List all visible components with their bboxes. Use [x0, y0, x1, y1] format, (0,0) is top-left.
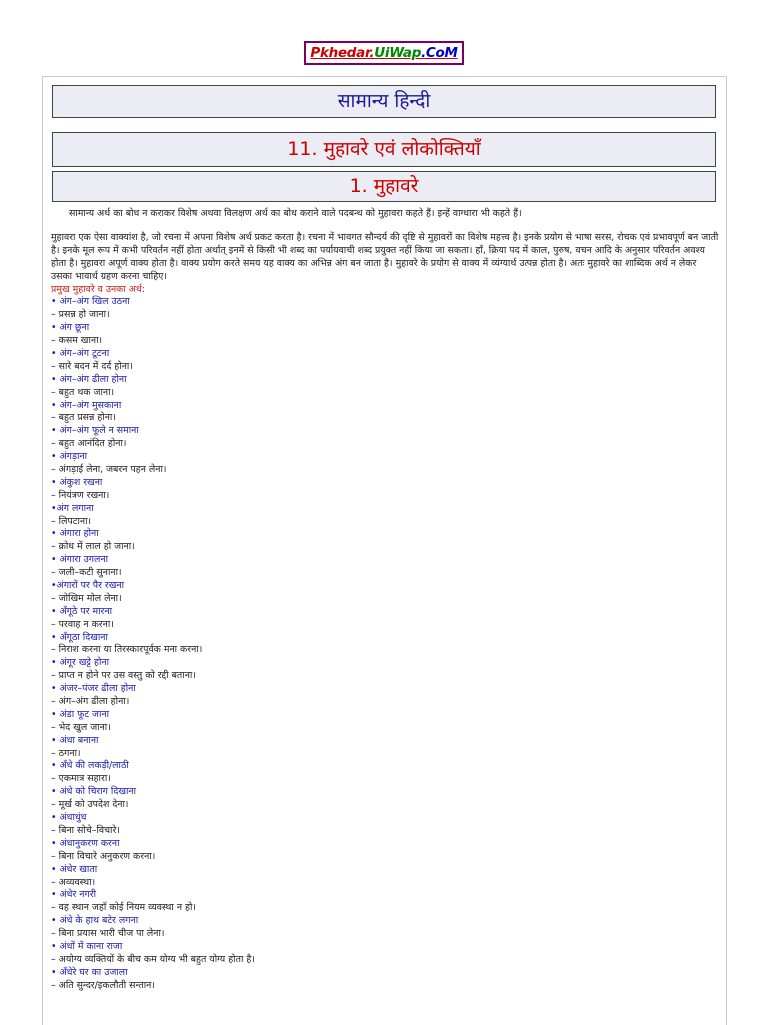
idiom-term: • अंधेर खाता — [51, 863, 98, 875]
idiom-meaning: – अंगड़ाई लेना, जबरन पहन लेना। — [51, 464, 167, 475]
idiom-term: • अंग–अंग खिल उठना — [51, 296, 130, 308]
idiom-meaning: – बिना विचारे अनुकरण करना। — [51, 850, 156, 862]
idiom-term: • अंकुश रखना — [51, 476, 103, 488]
idiom-list — [51, 296, 719, 992]
idiom-term: • अंगारा उगलना — [51, 554, 109, 566]
idiom-meaning: – निराश करना या तिरस्कारपूर्वक मना करना। — [51, 644, 203, 656]
idiom-term: • अंधानुकरण करना — [51, 837, 120, 849]
idiom-term: • अंधे को चिराग दिखाना — [51, 786, 137, 798]
logo-part-2: UiWap — [374, 45, 422, 61]
idiom-term: • अंगूर खट्टे होना — [51, 657, 110, 669]
logo-part-1: Pkhedar. — [310, 45, 375, 61]
idiom-meaning: – बिना प्रयास भारी चीज पा लेना। — [51, 928, 165, 940]
idiom-meaning: – प्राप्त न होने पर उस वस्तु को रद्दी बताना। — [51, 670, 196, 682]
idiom-term: •अंग लगाना — [51, 502, 94, 514]
idiom-meaning: – बहुत प्रसन्न होना। — [51, 412, 116, 424]
idiom-meaning: – एकमात्र सहारा। — [51, 773, 111, 785]
document-body — [51, 208, 719, 993]
idiom-term: • अंधेर नगरी — [51, 889, 96, 901]
idiom-meaning: – भेद खुल जाना। — [51, 721, 111, 733]
idiom-term: • अंगारा होना — [51, 528, 99, 540]
idiom-term: • अंधाधुंध — [51, 812, 87, 824]
idiom-term: • अंग छूना — [51, 322, 90, 334]
idiom-term: • अंग–अंग मुसकाना — [51, 399, 122, 411]
idiom-meaning: – कसम खाना। — [51, 335, 103, 347]
idiom-term: • अँधेरे घर का उजाला — [51, 966, 128, 978]
chapter-heading: 11. मुहावरे एवं लोकोक्तियाँ — [52, 132, 716, 167]
idiom-meaning: – अति सुन्दर/इकलौती सन्तान। — [51, 979, 155, 991]
idiom-term: • अंगड़ाना — [51, 451, 88, 463]
idiom-term: • अँगूठे पर मारना — [51, 605, 113, 617]
idiom-term: • अँगूठा दिखाना — [51, 631, 108, 643]
idiom-meaning: – जली–कटी सुनाना। — [51, 567, 122, 579]
idiom-term: • अँधे की लकड़ी/लाठी — [51, 760, 129, 772]
idiom-term: • अंग–अंग ढीला होना — [51, 373, 127, 385]
idiom-meaning: – ठगना। — [51, 747, 81, 759]
idiom-meaning: – वह स्थान जहाँ कोई नियम व्यवस्था न हो। — [51, 902, 196, 914]
idiom-meaning: – नियंत्रण रखना। — [51, 489, 110, 501]
idiom-meaning: – अयोग्य व्यक्तियों के बीच कम योग्य भी बहुत योग्य होता है। — [51, 953, 255, 965]
idiom-term: • अंधों में काना राजा — [51, 940, 123, 952]
idiom-meaning: – अव्यवस्था। — [51, 876, 96, 888]
idiom-meaning: – लिपटाना। — [51, 515, 92, 527]
idiom-term: • अंधा बनाना — [51, 734, 99, 746]
idiom-meaning: – परवाह न करना। — [51, 618, 114, 630]
idiom-term: • अंधे के हाथ बटेर लगना — [51, 915, 139, 927]
intro-paragraph-2: मुहावरा एक ऐसा वाक्यांश है, जो रचना में अपना विशेष अर्थ प्रकट करता है। रचना में भावगत सौन्दर्य की दृष्टि से मुहावरों का विशेष महत्त्व है। इनके प्रयोग से भाषा सरस, रोचक एवं प्रभावपूर्ण बन जाती है। इनके मूल रूप में कभी परिवर्तन नहीं होता अर्थात् इनमें से किसी भी शब्द का पर्यायवाची शब्द प्रयुक्त नहीं किया जा सकता। हाँ, क्रिया पद में काल, पुरुष, वचन आदि के अनुसार परिवर्तन अवश्य होता है। मुहावरा अपूर्ण वाक्य होता है। वाक्य प्रयोग करते समय यह वाक्य का अभिन्न अंग बन जाता है। मुहावरे के प्रयोग से वाक्य में व्यंग्यार्थ उत्पन्न होता है। अतः मुहावरे का शाब्दिक अर्थ न लेकर उसका भावार्थ ग्रहण करना चाहिए। — [51, 231, 719, 282]
idiom-term: • अंग–अंग फूले न समाना — [51, 425, 139, 437]
subject-heading: सामान्य हिन्दी — [52, 85, 716, 118]
intro-paragraph-1: सामान्य अर्थ का बोध न कराकर विशेष अथवा विलक्षण अर्थ का बोध कराने वाले पदबन्ध को मुहावरा कहते हैं। इन्हें वाग्धारा भी कहते हैं। — [69, 208, 522, 219]
section-heading: 1. मुहावरे — [52, 171, 716, 202]
idiom-term: • अंडा फूट जाना — [51, 708, 110, 720]
idiom-meaning: – मूर्ख को उपदेश देना। — [51, 799, 129, 811]
idiom-term: •अंगारों पर पैर रखना — [51, 580, 125, 592]
idiom-meaning: – सारे बदन में दर्द होना। — [51, 360, 133, 372]
idiom-term: • अंजर–पंजर ढीला होना — [51, 683, 136, 695]
site-logo-container — [0, 41, 768, 65]
logo-part-3: .CoM — [421, 45, 458, 61]
idiom-meaning: – बहुत आनंदित होना। — [51, 438, 127, 450]
idiom-meaning: – बिना सोचे–विचारे। — [51, 824, 120, 836]
idiom-list-heading: प्रमुख मुहावरे व उनका अर्थ: — [51, 283, 146, 295]
idiom-meaning: – जोखिम मोल लेना। — [51, 592, 122, 604]
idiom-meaning: – बहुत थक जाना। — [51, 386, 115, 398]
idiom-meaning: – प्रसन्न हो जाना। — [51, 309, 110, 321]
idiom-meaning: – क्रोध में लाल हो जाना। — [51, 541, 135, 553]
idiom-term: • अंग–अंग टूटना — [51, 347, 110, 359]
idiom-meaning: – अंग–अंग ढीला होना। — [51, 696, 130, 708]
site-logo-link[interactable] — [304, 41, 463, 65]
